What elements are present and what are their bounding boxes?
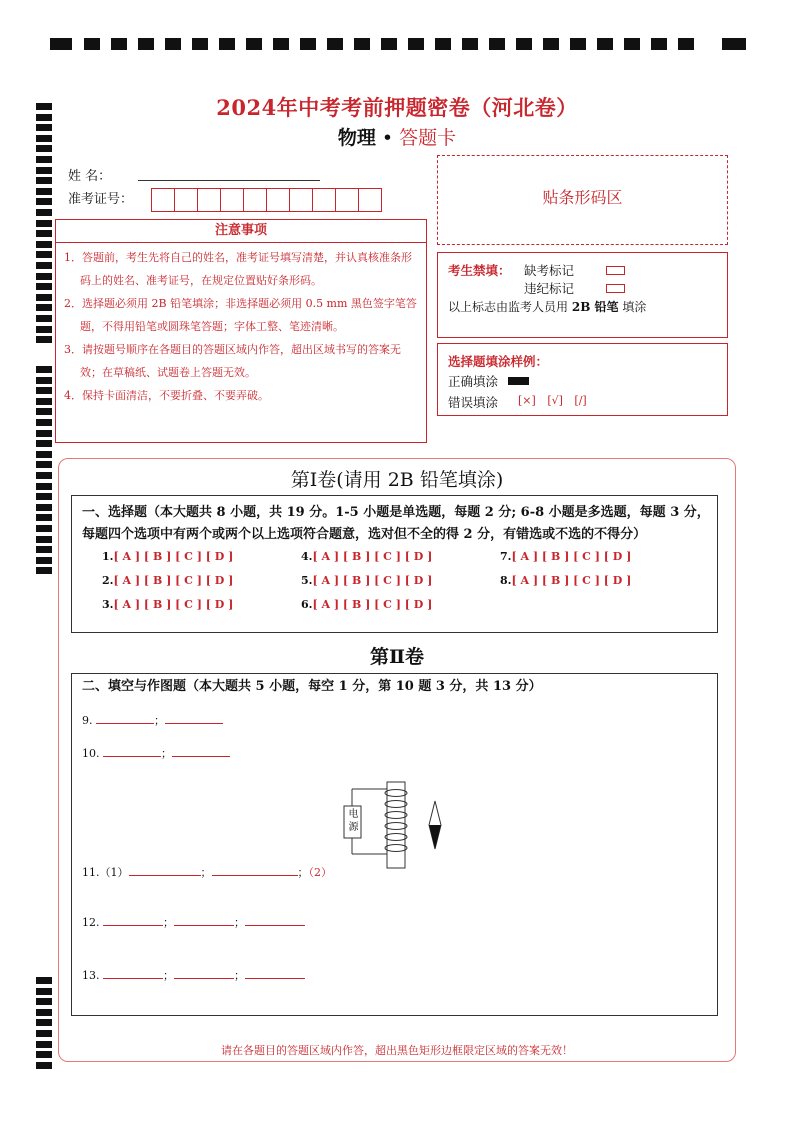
q12-row[interactable]: 12. ； ； — [82, 914, 305, 930]
timing-mark — [36, 430, 52, 437]
timing-mark — [462, 38, 478, 50]
timing-mark — [36, 198, 52, 205]
timing-mark — [36, 1062, 52, 1069]
part2-box — [71, 673, 718, 1016]
notice-item: 1．答题前，考生先将自己的姓名，准考证号填写清楚，并认真核准条形码上的姓名、准考证号，在规定位置贴好条形码。 — [64, 251, 412, 287]
timing-mark — [36, 988, 52, 995]
question-row[interactable]: 3.[ A ] [ B ] [ C ] [ D ] — [102, 598, 234, 611]
timing-mark — [36, 504, 52, 511]
timing-mark — [300, 38, 316, 50]
timing-mark — [192, 38, 208, 50]
timing-mark — [36, 315, 52, 322]
proctor-note: 以上标志由监考人员用 2B 铅笔 填涂 — [448, 300, 647, 314]
question-row[interactable]: 1.[ A ] [ B ] [ C ] [ D ] — [102, 550, 234, 563]
timing-mark — [36, 546, 52, 553]
timing-mark — [36, 514, 52, 521]
timing-mark — [597, 38, 613, 50]
id-digit-box[interactable] — [151, 188, 175, 212]
timing-mark — [165, 38, 181, 50]
timing-mark — [36, 557, 52, 564]
timing-mark — [36, 408, 52, 415]
name-field[interactable] — [138, 180, 320, 181]
timing-mark — [84, 38, 100, 50]
dot: • — [381, 127, 394, 149]
timing-mark — [36, 326, 52, 333]
notice-title: 注意事项 — [56, 220, 426, 243]
id-number-field[interactable] — [152, 188, 382, 212]
id-digit-box[interactable] — [220, 188, 244, 212]
timing-mark — [246, 38, 262, 50]
timing-mark — [219, 38, 235, 50]
notice-item: 4．保持卡面清洁，不要折叠、不要弄破。 — [64, 389, 269, 402]
q11-row[interactable]: 11.（1） ； ；（2） — [82, 866, 332, 879]
timing-mark — [36, 262, 52, 269]
part2-title: 第Ⅱ卷 — [369, 646, 424, 668]
timing-strip-top — [50, 38, 746, 52]
question-row[interactable]: 6.[ A ] [ B ] [ C ] [ D ] — [301, 598, 433, 611]
q9-row[interactable]: 9. ； — [82, 712, 223, 728]
absent-label: 缺考标记 — [524, 263, 575, 278]
timing-mark — [36, 188, 52, 195]
id-digit-box[interactable] — [358, 188, 382, 212]
timing-mark — [36, 451, 52, 458]
timing-mark — [36, 377, 52, 384]
timing-mark — [36, 283, 52, 290]
timing-mark — [36, 251, 52, 258]
timing-mark — [36, 1030, 52, 1037]
timing-mark — [36, 177, 52, 184]
violation-label: 违纪标记 — [524, 281, 575, 296]
timing-mark — [381, 38, 397, 50]
fill-example-title: 选择题填涂样例： — [448, 354, 549, 369]
timing-mark — [36, 567, 52, 574]
barcode-area: 贴条形码区 — [437, 155, 728, 245]
question-row[interactable]: 7.[ A ] [ B ] [ C ] [ D ] — [500, 550, 632, 563]
id-digit-box[interactable] — [335, 188, 359, 212]
timing-mark — [36, 336, 52, 343]
timing-mark — [36, 294, 52, 301]
timing-mark — [570, 38, 586, 50]
timing-mark — [36, 220, 52, 227]
wrong-samples: [×] [√] [/] — [518, 394, 587, 407]
timing-mark — [36, 230, 52, 237]
id-digit-box[interactable] — [243, 188, 267, 212]
timing-mark — [36, 273, 52, 280]
timing-mark — [678, 38, 694, 50]
timing-mark — [36, 493, 52, 500]
timing-mark — [435, 38, 451, 50]
wrong-label: 错误填涂 — [448, 395, 499, 410]
footer-warning: 请在各题目的答题区域内作答，超出黑色矩形边框限定区域的答案无效！ — [221, 1044, 573, 1057]
correct-label: 正确填涂 — [448, 374, 499, 389]
timing-mark — [273, 38, 289, 50]
power-label: 电源 — [348, 809, 359, 833]
subject: 物理 — [337, 127, 376, 149]
timing-mark — [651, 38, 667, 50]
forbid-label: 考生禁填： — [448, 263, 511, 278]
part1-box — [71, 495, 718, 633]
id-label: 准考证号： — [68, 192, 134, 207]
timing-mark — [36, 366, 52, 373]
id-digit-box[interactable] — [289, 188, 313, 212]
question-row[interactable]: 8.[ A ] [ B ] [ C ] [ D ] — [500, 574, 632, 587]
notice-item: 3．请按题号顺序在各题目的答题区域内作答，超出区域书写的答案无效；在草稿纸、试题卷上答题无效。 — [64, 343, 401, 379]
exam-subtitle — [0, 123, 794, 150]
timing-mark — [36, 536, 52, 543]
timing-mark — [36, 1019, 52, 1026]
timing-mark — [138, 38, 154, 50]
part1-instruction: 一、选择题（本大题共 8 小题，共 19 分。1-5 小题是单选题，每题 2 分; 6-8 小题是多选题，每题 3 分，每题四个选项中有两个或两个以上选项符合题意，选对但不全的得 2 分，有错选或不选的不得分） — [82, 505, 710, 542]
timing-mark — [111, 38, 127, 50]
timing-mark — [489, 38, 505, 50]
q13-row[interactable]: 13. ； ； — [82, 967, 305, 983]
part2-instruction: 二、填空与作图题（本大题共 5 小题，每空 1 分，第 10 题 3 分，共 13 分） — [82, 679, 542, 694]
timing-mark — [36, 419, 52, 426]
notice-item: 2．选择题必须用 2B 铅笔填涂；非选择题必须用 0.5 mm 黑色签字笔答题，不得用铅笔或圆珠笔答题；字体工整、笔迹清晰。 — [64, 297, 417, 333]
timing-mark — [36, 1009, 52, 1016]
timing-mark — [36, 156, 52, 163]
timing-mark — [408, 38, 424, 50]
correct-fill-sample — [508, 377, 529, 385]
proctor-marks-box — [437, 252, 728, 338]
fill-example-box — [437, 343, 728, 416]
timing-mark — [327, 38, 343, 50]
timing-mark — [36, 304, 52, 311]
timing-mark — [36, 977, 52, 984]
timing-mark — [36, 525, 52, 532]
timing-mark — [543, 38, 559, 50]
timing-mark — [36, 241, 52, 248]
violation-mark[interactable] — [606, 280, 625, 295]
id-digit-box[interactable] — [266, 188, 290, 212]
id-digit-box[interactable] — [197, 188, 221, 212]
iron-core-icon — [387, 782, 405, 868]
timing-mark — [722, 38, 746, 50]
question-row[interactable]: 5.[ A ] [ B ] [ C ] [ D ] — [301, 574, 433, 587]
timing-mark — [354, 38, 370, 50]
timing-mark — [516, 38, 532, 50]
timing-mark — [36, 209, 52, 216]
exam-title: 2024年中考考前押题密卷（河北卷） — [216, 95, 578, 120]
timing-mark — [50, 38, 72, 50]
absent-mark[interactable] — [606, 262, 625, 277]
timing-mark — [36, 998, 52, 1005]
card-label: 答题卡 — [399, 127, 457, 149]
timing-mark — [36, 167, 52, 174]
part1-title: 第Ⅰ卷(请用 2B 铅笔填涂) — [290, 469, 504, 491]
timing-mark — [36, 387, 52, 394]
timing-mark — [624, 38, 640, 50]
question-row[interactable]: 4.[ A ] [ B ] [ C ] [ D ] — [301, 550, 433, 563]
q10-row[interactable]: 10. ； — [82, 745, 230, 761]
notice-box — [55, 219, 427, 443]
question-row[interactable]: 2.[ A ] [ B ] [ C ] [ D ] — [102, 574, 234, 587]
name-label: 姓 名： — [68, 169, 112, 184]
id-digit-box[interactable] — [174, 188, 198, 212]
timing-mark — [36, 440, 52, 447]
id-digit-box[interactable] — [312, 188, 336, 212]
timing-mark — [36, 398, 52, 405]
